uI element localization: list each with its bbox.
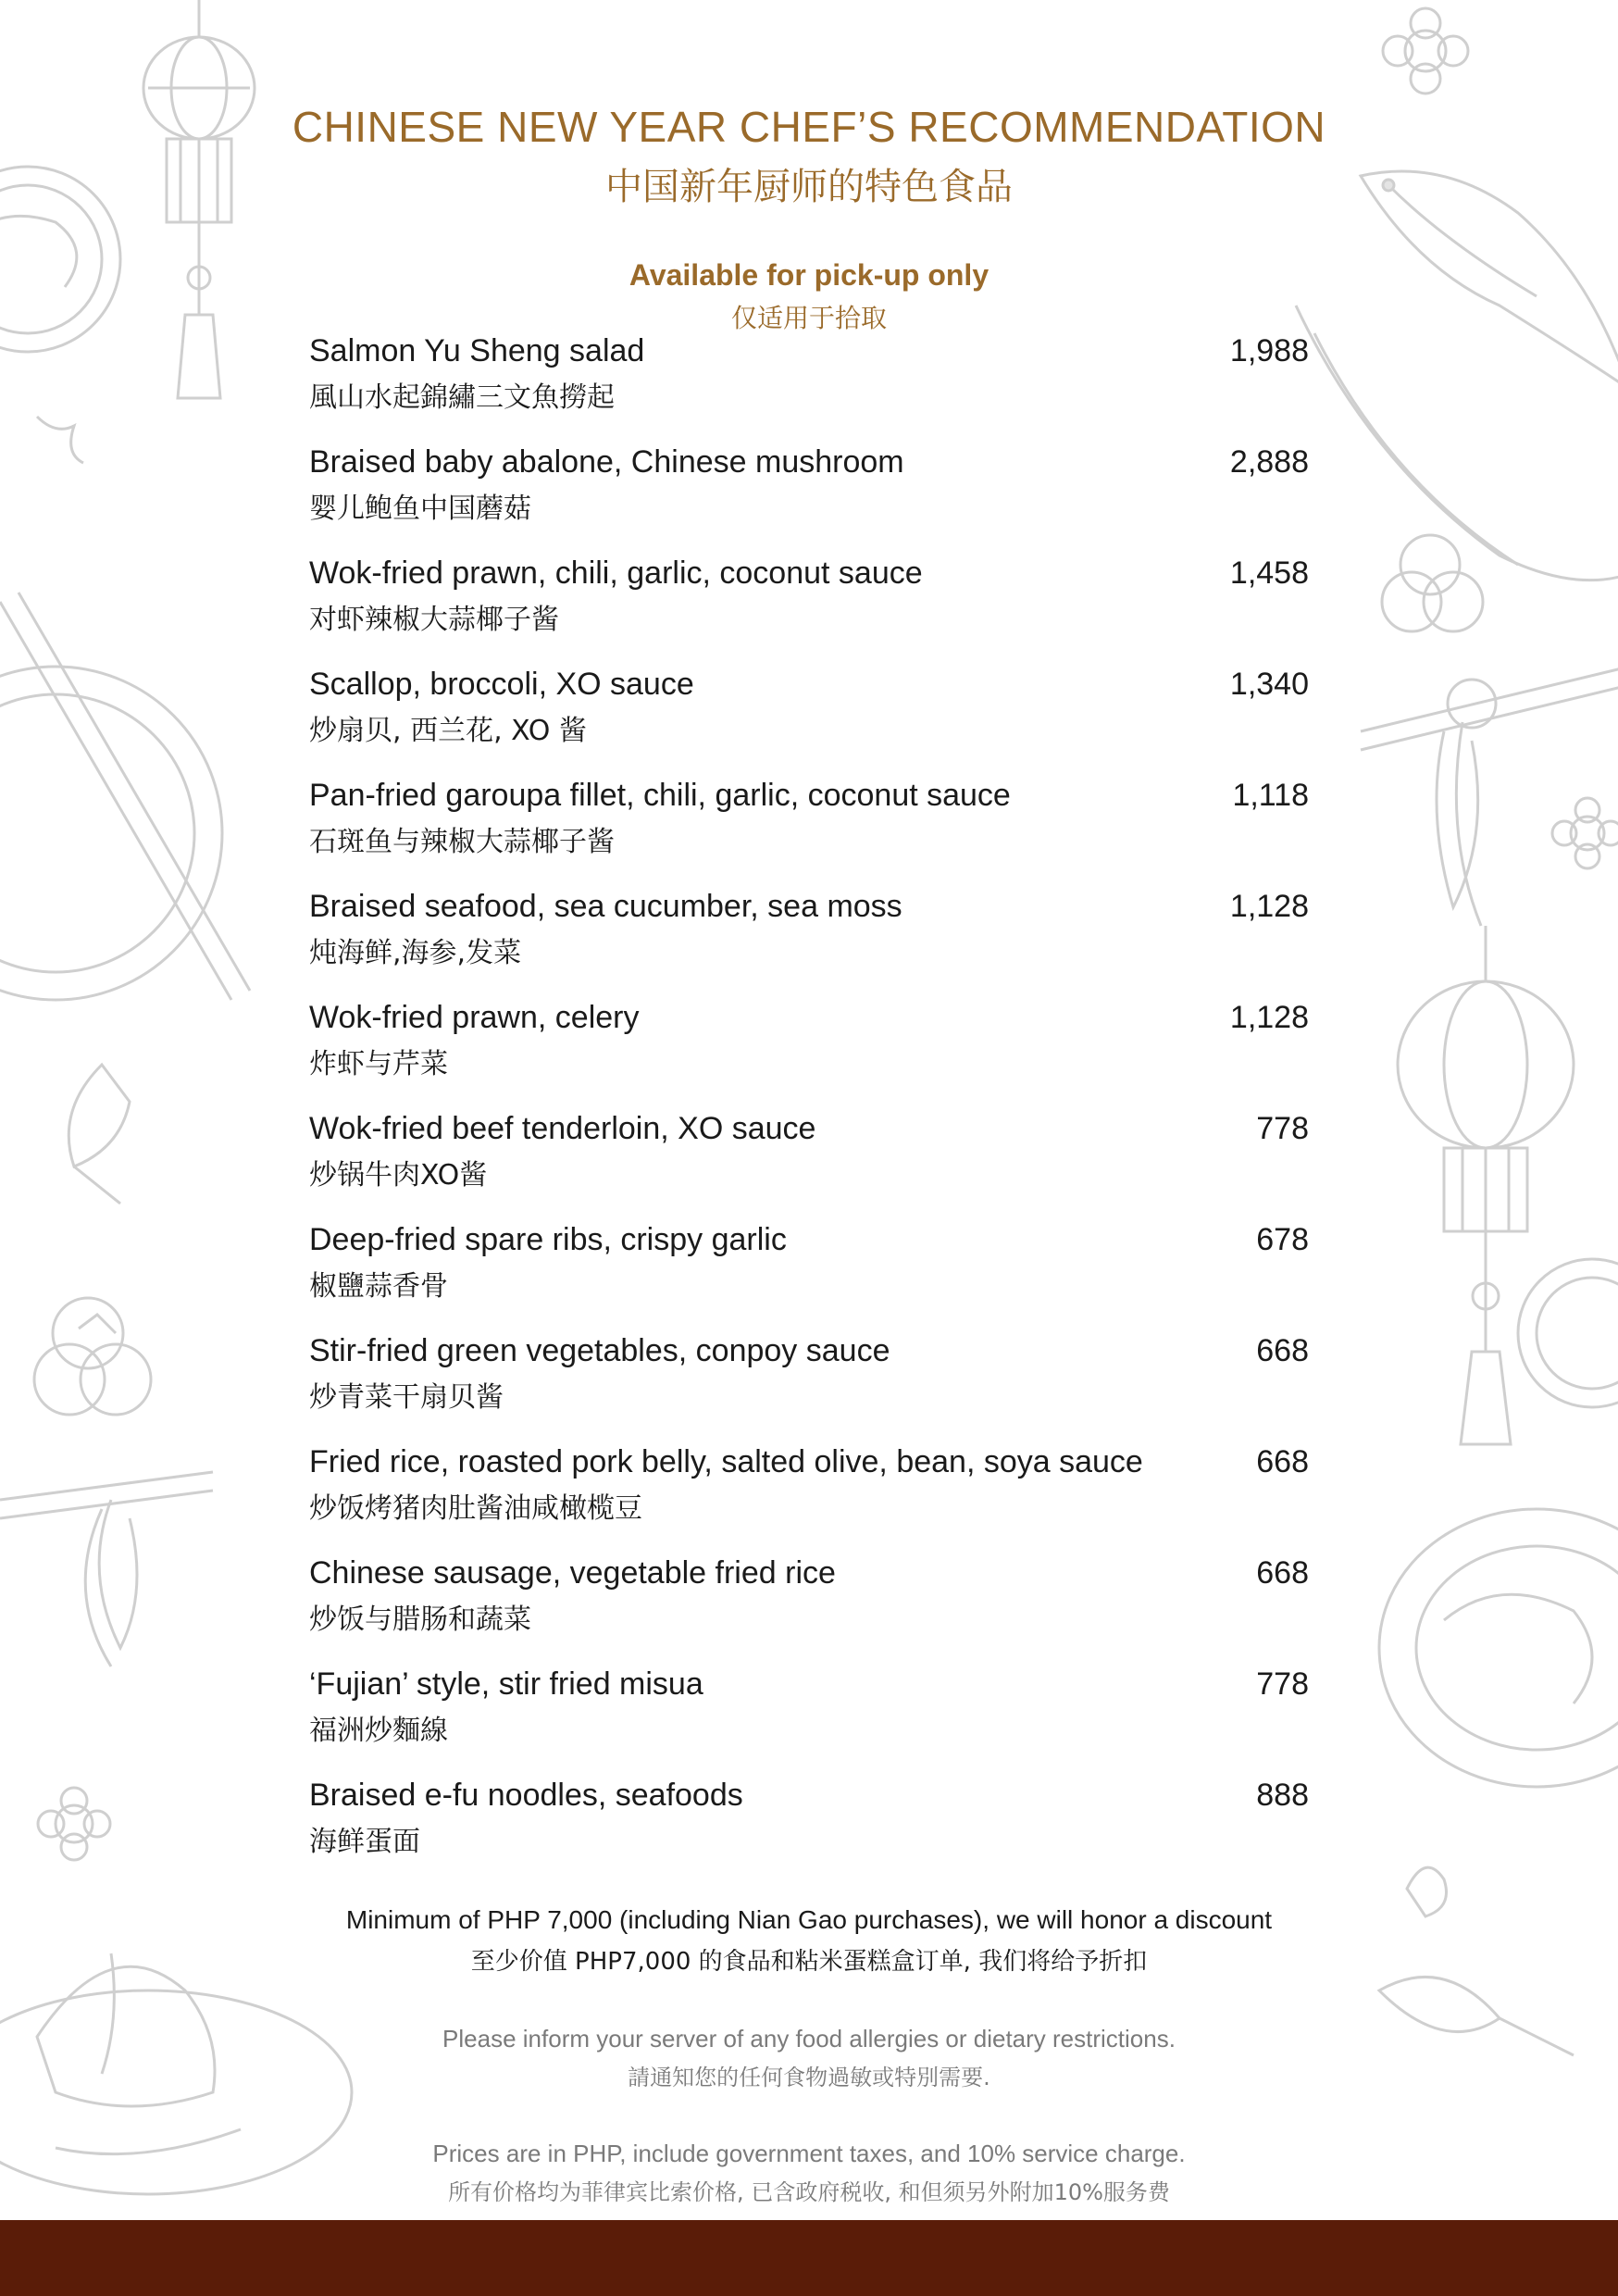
page-title: CHINESE NEW YEAR CHEF’S RECOMMENDATION <box>292 103 1326 151</box>
menu-item-name-chinese: 婴儿鲍鱼中国蘑菇 <box>309 493 531 525</box>
menu-item-name-chinese: 海鲜蛋面 <box>309 1826 420 1858</box>
noodles-right-icon <box>1361 667 1618 926</box>
menu-item-name: ‘Fujian’ style, stir fried misua <box>309 1666 703 1702</box>
allergy-note-chinese: 請通知您的任何食物過敏或特別需要. <box>628 2065 990 2090</box>
menu-item-price: 1,988 <box>1229 333 1309 368</box>
menu-item-name: Scallop, broccoli, XO sauce <box>309 667 694 702</box>
menu-item-name: Chinese sausage, vegetable fried rice <box>309 1555 836 1591</box>
coins-left-icon <box>34 1298 151 1415</box>
menu-item-name-chinese: 炒青菜干扇贝酱 <box>309 1381 504 1414</box>
menu-item-name-chinese: 福洲炒麵線 <box>309 1715 448 1747</box>
menu-item-name-chinese: 炖海鲜,海参,发菜 <box>309 937 522 969</box>
menu-item-name: Wok-fried prawn, chili, garlic, coconut sauce <box>309 555 923 591</box>
minimum-order-note: Minimum of PHP 7,000 (including Nian Gao purchases), we will honor a discount <box>345 1905 1273 1934</box>
menu-item-name: Stir-fried green vegetables, conpoy sauce <box>309 1333 890 1368</box>
leaf-left-icon <box>37 417 130 1204</box>
flower-right-icon <box>1552 798 1618 868</box>
menu-footer <box>0 1905 1618 2206</box>
menu-item <box>309 667 1309 778</box>
pickup-notice: Available for pick-up only <box>629 258 989 292</box>
flower-left-icon <box>38 1788 110 1860</box>
menu-item <box>309 555 1309 667</box>
menu-item <box>309 444 1309 555</box>
menu-item-name-chinese: 对虾辣椒大蒜椰子酱 <box>309 604 559 636</box>
menu-item <box>309 1222 1309 1333</box>
bowl-chopsticks-left-icon <box>0 593 250 1000</box>
menu-item-name-chinese: 炸虾与芹菜 <box>309 1048 448 1080</box>
menu-item-price: 668 <box>1256 1333 1309 1368</box>
menu-item <box>309 1555 1309 1666</box>
price-note: Prices are in PHP, include government taxes, and 10% service charge. <box>432 2140 1186 2167</box>
menu-item-name-chinese: 椒鹽蒜香骨 <box>309 1270 448 1303</box>
menu-item-price: 668 <box>1256 1555 1309 1591</box>
menu-item-price: 1,340 <box>1229 667 1309 702</box>
menu-item <box>309 333 1309 444</box>
menu-item-name: Wok-fried prawn, celery <box>309 1000 640 1035</box>
price-note-chinese: 所有价格均为菲律宾比索价格, 已含政府税收, 和但须另外附加10%服务费 <box>448 2179 1170 2205</box>
flower-top-right-icon <box>1383 8 1468 94</box>
menu-item-price: 778 <box>1256 1666 1309 1702</box>
menu-item-name: Deep-fried spare ribs, crispy garlic <box>309 1222 787 1257</box>
menu-item-price: 1,128 <box>1229 1000 1309 1035</box>
page-title-chinese: 中国新年厨师的特色食品 <box>605 166 1013 208</box>
menu-item <box>309 1000 1309 1111</box>
minimum-order-note-chinese: 至少价值 PHP7,000 的食品和粘米蛋糕盒订单, 我们将给予折扣 <box>470 1948 1148 1976</box>
menu-item-name: Pan-fried garoupa fillet, chili, garlic, coconut sauce <box>309 778 1011 813</box>
menu-item-name-chinese: 炒锅牛肉XO酱 <box>309 1159 488 1192</box>
menu-item-name: Salmon Yu Sheng salad <box>309 333 645 368</box>
menu-item-name: Braised e-fu noodles, seafoods <box>309 1778 743 1813</box>
menu-item <box>309 1666 1309 1778</box>
menu-item-price: 1,128 <box>1229 889 1309 924</box>
menu-item-price: 1,458 <box>1229 555 1309 591</box>
bowl-right-icon <box>1518 1259 1618 1407</box>
allergy-note: Please inform your server of any food allergies or dietary restrictions. <box>442 2025 1176 2053</box>
bottom-bar <box>0 2220 1618 2296</box>
menu-list <box>309 333 1309 1889</box>
menu-item-name: Fried rice, roasted pork belly, salted olive, bean, soya sauce <box>309 1444 1143 1479</box>
menu-item-name-chinese: 石斑鱼与辣椒大蒜椰子酱 <box>309 826 615 858</box>
noodles-left-icon <box>0 1472 213 1666</box>
menu-item <box>309 1333 1309 1444</box>
menu-item-price: 668 <box>1256 1444 1309 1479</box>
menu-item-name-chinese: 炒扇贝, 西兰花, XO 酱 <box>309 715 587 747</box>
menu-item <box>309 889 1309 1000</box>
menu-item-name-chinese: 炒饭与腊肠和蔬菜 <box>309 1603 531 1636</box>
menu-header <box>0 102 1618 335</box>
menu-item <box>309 778 1309 889</box>
menu-item-name: Braised seafood, sea cucumber, sea moss <box>309 889 902 924</box>
menu-item-price: 888 <box>1256 1778 1309 1813</box>
pickup-notice-chinese: 仅适用于拾取 <box>730 303 887 333</box>
coins-right-icon <box>1382 535 1483 631</box>
menu-item <box>309 1778 1309 1889</box>
menu-item-name-chinese: 炒饭烤猪肉肚酱油咸橄榄豆 <box>309 1492 642 1525</box>
dish-bottom-right-icon <box>1379 1509 1618 1787</box>
menu-item <box>309 1444 1309 1555</box>
menu-item <box>309 1111 1309 1222</box>
menu-item-name: Braised baby abalone, Chinese mushroom <box>309 444 904 480</box>
lantern-right-icon <box>1398 926 1574 1444</box>
menu-item-price: 678 <box>1256 1222 1309 1257</box>
menu-item-name-chinese: 風山水起錦繡三文魚撈起 <box>309 381 615 414</box>
menu-item-price: 778 <box>1256 1111 1309 1146</box>
menu-item-price: 1,118 <box>1232 778 1309 813</box>
menu-item-name: Wok-fried beef tenderloin, XO sauce <box>309 1111 816 1146</box>
menu-item-price: 2,888 <box>1229 444 1309 480</box>
